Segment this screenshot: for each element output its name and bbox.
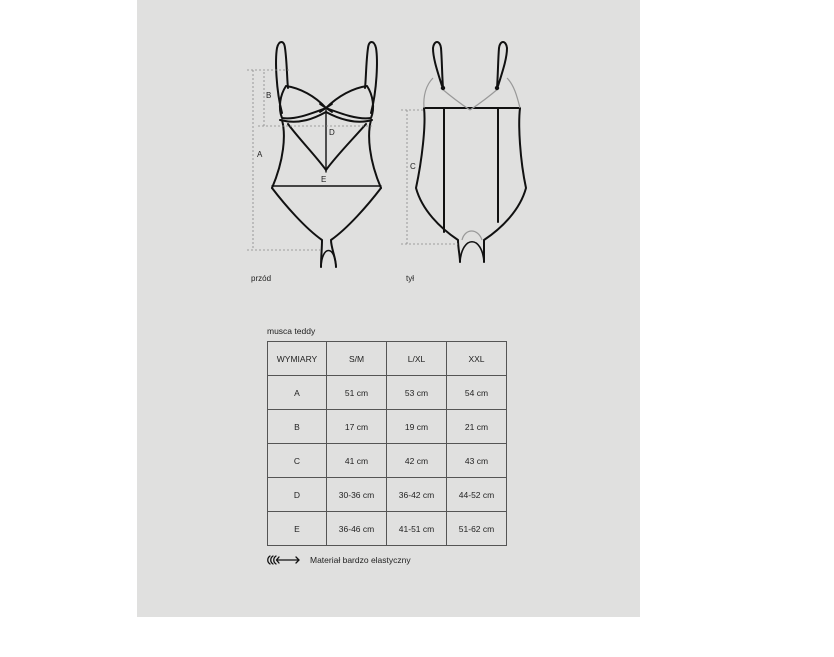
table-cell: 51-62 cm (447, 512, 507, 546)
back-diagram (416, 42, 526, 262)
back-crotch (460, 242, 484, 262)
table-cell: 19 cm (387, 410, 447, 444)
table-cell: B (268, 410, 327, 444)
table-cell: A (268, 376, 327, 410)
back-right-clip-icon (495, 86, 499, 90)
back-upper-sheer (424, 78, 520, 240)
back-caption: tył (406, 274, 414, 283)
header-cell: WYMIARY (268, 342, 327, 376)
front-left-strap (276, 42, 288, 113)
front-right-side (369, 120, 381, 188)
table-cell: 44-52 cm (447, 478, 507, 512)
size-table (267, 341, 507, 546)
table-cell: 51 cm (327, 376, 387, 410)
table-cell: D (268, 478, 327, 512)
garment-diagrams (0, 0, 834, 300)
table-cell: 17 cm (327, 410, 387, 444)
label-b: B (266, 91, 272, 100)
label-a: A (257, 150, 263, 159)
table-cell: 41-51 cm (387, 512, 447, 546)
front-left-side (272, 120, 284, 188)
table-row (268, 376, 507, 410)
table-cell: 30-36 cm (327, 478, 387, 512)
header-cell: L/XL (387, 342, 447, 376)
back-right-strap (497, 42, 507, 88)
front-left-cup (280, 86, 326, 118)
back-left-strap (433, 42, 443, 88)
front-v-panel (288, 124, 366, 170)
back-right-side (484, 108, 526, 262)
table-title: musca teddy (267, 326, 316, 336)
table-cell: 43 cm (447, 444, 507, 478)
back-left-clip-icon (441, 86, 445, 90)
table-cell: E (268, 512, 327, 546)
table-cell: 36-46 cm (327, 512, 387, 546)
front-right-leg (331, 188, 381, 267)
table-cell: C (268, 444, 327, 478)
material-note-text: Materiał bardzo elastyczny (310, 555, 411, 565)
front-caption: przód (251, 274, 272, 283)
back-dimension-lines (401, 110, 458, 244)
table-cell: 42 cm (387, 444, 447, 478)
label-c: C (410, 162, 416, 171)
back-left-side (416, 108, 460, 262)
table-cell: 41 cm (327, 444, 387, 478)
front-left-leg (272, 188, 322, 267)
table-cell: 54 cm (447, 376, 507, 410)
front-right-cup (326, 86, 373, 118)
label-d: D (329, 128, 335, 137)
table-row (268, 478, 507, 512)
elastic-stretch-icon (266, 555, 302, 565)
front-diagram (272, 42, 381, 267)
table-row (268, 512, 507, 546)
material-note (266, 555, 411, 565)
front-right-strap (365, 42, 377, 113)
header-cell: S/M (327, 342, 387, 376)
table-header-row (268, 342, 507, 376)
header-cell: XXL (447, 342, 507, 376)
label-e: E (321, 175, 327, 184)
table-row (268, 444, 507, 478)
table-row (268, 410, 507, 444)
table-cell: 36-42 cm (387, 478, 447, 512)
table-cell: 21 cm (447, 410, 507, 444)
table-cell: 53 cm (387, 376, 447, 410)
